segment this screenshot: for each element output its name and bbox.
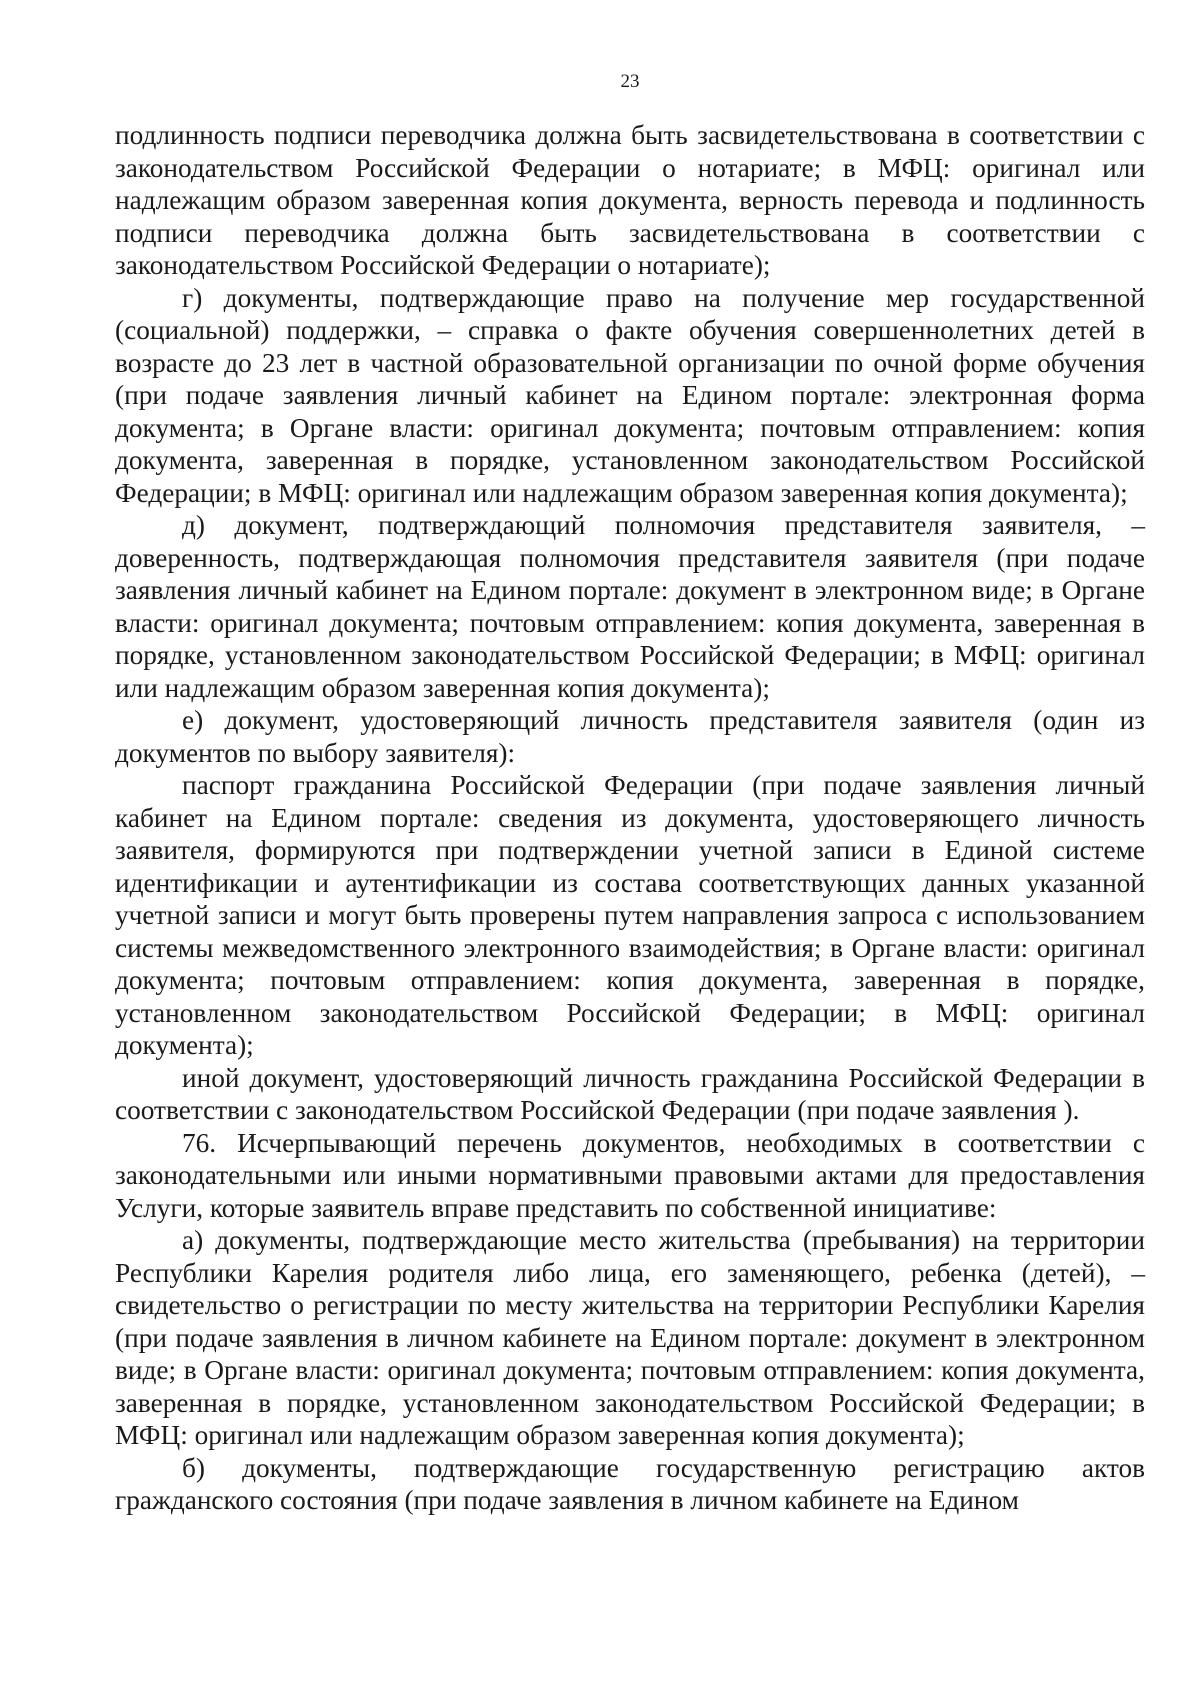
paragraph-continuation: подлинность подписи переводчика должна быть засвидетельствована в соответствии с законодательством Российской Федерации о нотариате; в МФЦ: оригинал или надлежащим образом заверенная копия документа, верность перевода и подлинность подписи переводчика должна быть засвидетельствована в соответствии с законодательством Российской Федерации о нотариате); [115, 120, 1145, 280]
page-number: 23 [620, 71, 640, 92]
paragraph-item-a: а) документы, подтверждающие место жительства (пребывания) на территории Республики Карелия родителя либо лица, его заменяющего, ребенка (детей), – свидетельство о регистрации по месту жительства на территории Республики Карелия (при подаче заявления в личном кабинете на Едином портале: документ в электронном виде; в Органе власти: оригинал документа; почтовым отправлением: копия документа, заверенная в порядке, установленном законодательством Российской Федерации; в МФЦ: оригинал или надлежащим образом заверенная копия документа); [115, 1225, 1145, 1450]
paragraph-passport: паспорт гражданина Российской Федерации (при подаче заявления личный кабинет на Едином портале: сведения из документа, удостоверяющего личность заявителя, формируются при подтверждении учетной записи в Единой системе идентификации и аутентификации из состава соответствующих данных указанной учетной записи и могут быть проверены путем направления запроса с использованием системы межведомственного электронного взаимодействия; в Органе власти: оригинал документа; почтовым отправлением: копия документа, заверенная в порядке, установленном законодательством Российской Федерации; в МФЦ: оригинал документа); [115, 770, 1145, 1060]
document-body [115, 119, 1145, 1517]
paragraph-item-g: г) документы, подтверждающие право на получение мер государственной (социальной) поддержки, – справка о факте обучения совершеннолетних детей в возрасте до 23 лет в частной образовательной организации по очной форме обучения (при подаче заявления личный кабинет на Едином портале: электронная форма документа; в Органе власти: оригинал документа; почтовым отправлением: копия документа, заверенная в порядке, установленном законодательством Российской Федерации; в МФЦ: оригинал или надлежащим образом заверенная копия документа); [115, 282, 1145, 508]
paragraph-item-d: д) документ, подтверждающий полномочия представителя заявителя, – доверенность, подтверждающая полномочия представителя заявителя (при подаче заявления личный кабинет на Едином портале: документ в электронном виде; в Органе власти: оригинал документа; почтовым отправлением: копия документа, заверенная в порядке, установленном законодательством Российской Федерации; в МФЦ: оригинал или надлежащим образом заверенная копия документа); [115, 510, 1145, 703]
paragraph-item-b: б) документы, подтверждающие государственную регистрацию актов гражданского состояния (при подаче заявления в личном кабинете на Едином [115, 1452, 1145, 1515]
paragraph-item-e: е) документ, удостоверяющий личность представителя заявителя (один из документов по выбору заявителя): [115, 705, 1145, 768]
paragraph-section-76: 76. Исчерпывающий перечень документов, необходимых в соответствии с законодательными или иными нормативными правовыми актами для предоставления Услуги, которые заявитель вправе представить по собственной инициативе: [115, 1127, 1145, 1223]
paragraph-other-document: иной документ, удостоверяющий личность гражданина Российской Федерации в соответствии с законодательством Российской Федерации (при подаче заявления ). [115, 1062, 1145, 1125]
